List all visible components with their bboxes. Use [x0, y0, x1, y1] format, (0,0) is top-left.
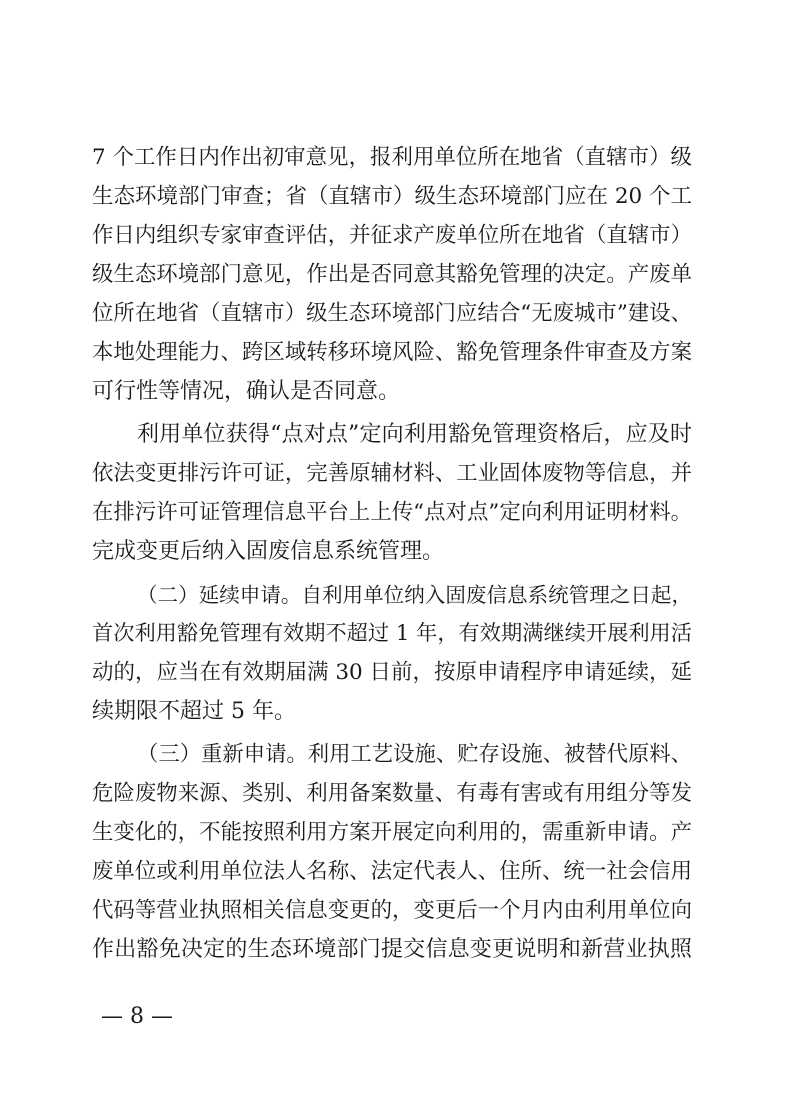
body-line: 级生态环境部门意见，作出是否同意其豁免管理的决定。产废单: [92, 262, 692, 287]
body-line: 生态环境部门审查；省（直辖市）级生态环境部门应在 20 个工: [92, 184, 693, 209]
paragraph-first-line: 利用单位获得“点对点”定向利用豁免管理资格后，应及时: [137, 422, 692, 447]
body-line: 7 个工作日内作出初审意见，报利用单位所在地省（直辖市）级: [92, 145, 692, 170]
body-line: 依法变更排污许可证，完善原辅材料、工业固体废物等信息，并: [92, 461, 692, 486]
body-line: 作出豁免决定的生态环境部门提交信息变更说明和新营业执照: [92, 937, 692, 962]
body-line: 可行性等情况，确认是否同意。: [92, 379, 401, 404]
body-line: 废单位或利用单位法人名称、法定代表人、住所、统一社会信用: [92, 859, 692, 884]
body-line: 位所在地省（直辖市）级生态环境部门应结合“无废城市”建设、: [92, 301, 692, 326]
body-line: 动的，应当在有效期届满 30 日前，按原申请程序申请延续，延: [92, 660, 693, 685]
body-line: 生变化的，不能按照利用方案开展定向利用的，需重新申请。产: [92, 820, 692, 845]
body-line: 续期限不超过 5 年。: [92, 699, 296, 724]
body-line: 代码等营业执照相关信息变更的，变更后一个月内由利用单位向: [92, 898, 692, 923]
paragraph-first-line: （二）延续申请。自利用单位纳入固废信息系统管理之日起，: [137, 583, 692, 607]
body-line: 作日内组织专家审查评估，并征求产废单位所在地省（直辖市）: [92, 223, 692, 248]
body-line: 本地处理能力、跨区域转移环境风险、豁免管理条件审查及方案: [92, 340, 692, 365]
body-line: 危险废物来源、类别、利用备案数量、有毒有害或有用组分等发: [92, 781, 692, 806]
body-line: 在排污许可证管理信息平台上上传“点对点”定向利用证明材料。: [92, 500, 692, 525]
body-line: 完成变更后纳入固废信息系统管理。: [92, 539, 445, 564]
body-line: 首次利用豁免管理有效期不超过 1 年，有效期满继续开展利用活: [92, 621, 692, 646]
page-number: — 8 —: [101, 1004, 173, 1029]
paragraph-first-line: （三）重新申请。利用工艺设施、贮存设施、被替代原料、: [137, 742, 692, 767]
